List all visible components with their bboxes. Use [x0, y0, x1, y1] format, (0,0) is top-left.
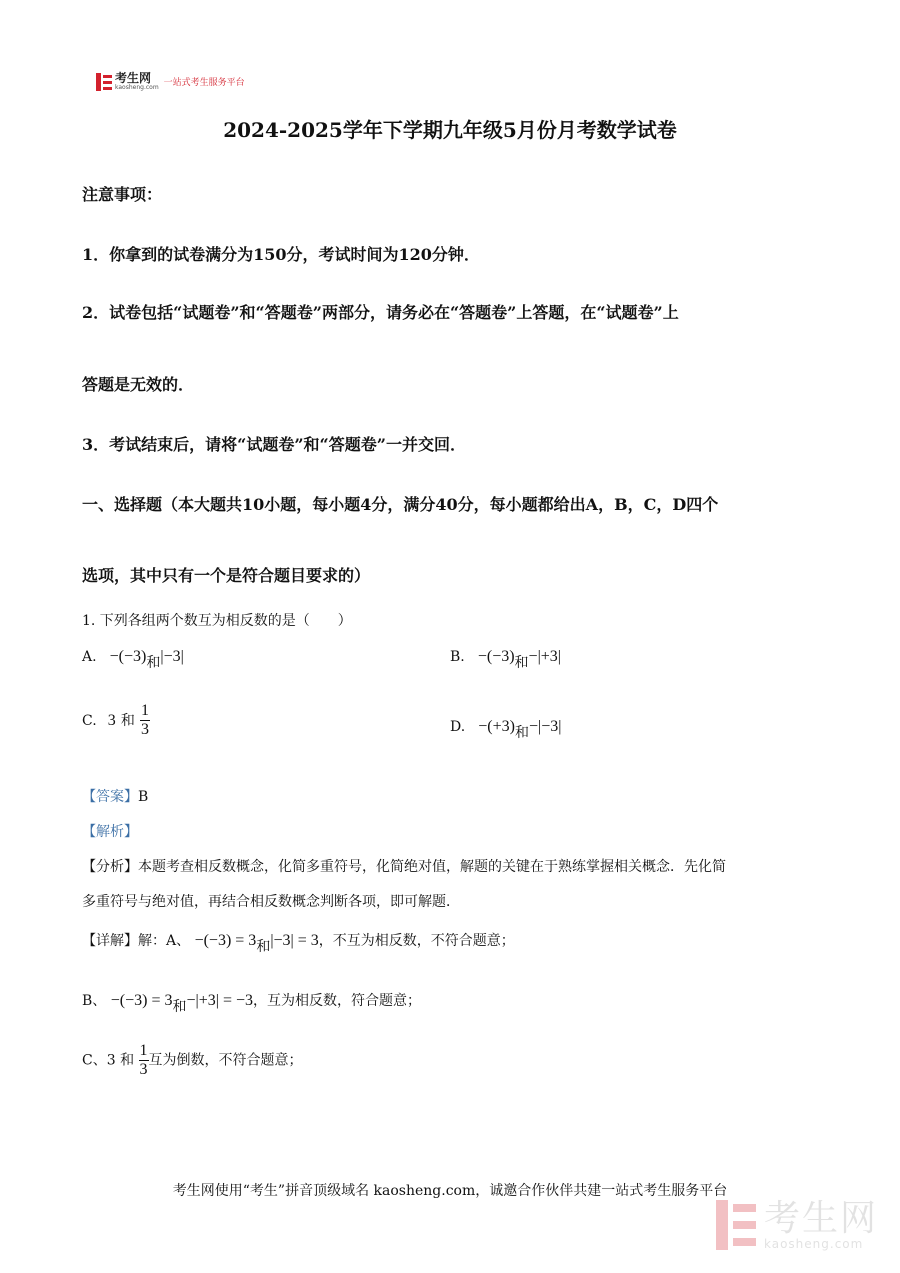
detail-a-math-1: −(−3) = 3	[194, 932, 257, 949]
header-logo	[96, 72, 245, 91]
detail-c-post: 互为倒数，不符合题意；	[148, 1052, 303, 1069]
watermark-logo-icon	[716, 1200, 756, 1250]
detail-c-fraction	[139, 1042, 149, 1079]
option-a-he: 和	[146, 655, 161, 671]
watermark-name: 考生网	[764, 1198, 879, 1239]
option-c-numerator: 1	[140, 702, 149, 719]
section-1-heading-cont: 选项，其中只有一个是符合题目要求的）	[82, 566, 371, 585]
fenxi-line-1	[82, 856, 726, 876]
option-d-he: 和	[514, 725, 529, 741]
detail-b-math-2: −|+3| = −3	[186, 992, 253, 1009]
exam-title: 2024-2025学年下学期九年级5月份月考数学试卷	[223, 118, 677, 142]
detail-b	[82, 990, 421, 1015]
option-a-right-math: |−3|	[160, 648, 184, 665]
detail-b-pre: B、	[82, 993, 107, 1009]
analysis-tag: 【解析】	[82, 824, 138, 840]
answer-tag: 【答案】	[82, 789, 138, 805]
section-1-heading: 一、选择题（本大题共10小题，每小题4分，满分40分，每小题都给出A，B，C，D四个	[82, 495, 719, 514]
detail-c	[82, 1042, 303, 1079]
detail-c-pre: C、3 和	[82, 1052, 135, 1069]
detail-a-post: ，不互为相反数，不符合题意；	[318, 933, 515, 949]
logo-name: 考生网	[115, 71, 152, 85]
option-a-left-math: −(−3)	[109, 648, 147, 665]
option-b-left-math: −(−3)	[477, 648, 515, 665]
watermark-text	[764, 1200, 878, 1250]
detail-c-numerator: 1	[139, 1042, 148, 1059]
detail-b-he: 和	[172, 999, 187, 1015]
fenxi-tag: 【分析】	[82, 859, 138, 875]
question-1-stem: 1. 下列各组两个数互为相反数的是（ ）	[82, 613, 352, 629]
answer-value: B	[138, 789, 149, 805]
fenxi-text-1: 本题考查相反数概念，化简多重符号，化简绝对值，解题的关键在于熟练掌握相关概念．先化简	[138, 859, 726, 875]
option-b-he: 和	[514, 655, 529, 671]
logo-slogan: 一站式考生服务平台	[163, 78, 245, 88]
kaosheng-logo-icon	[96, 73, 112, 91]
logo-text	[115, 72, 159, 91]
option-c-he: 和	[120, 713, 135, 729]
notes-item-1: 1．你拿到的试卷满分为150分，考试时间为120分钟．	[82, 245, 480, 264]
option-c-label: C.	[82, 713, 97, 729]
option-b-right-math: −|+3|	[528, 648, 561, 665]
option-b-label: B.	[450, 649, 465, 665]
detail-b-post: ，互为相反数，符合题意；	[252, 993, 421, 1009]
watermark	[716, 1200, 878, 1250]
detail-a-he: 和	[256, 939, 271, 955]
option-c-pre: 3	[107, 712, 116, 729]
notes-item-2-cont: 答题是无效的．	[82, 375, 195, 394]
fenxi-line-2: 多重符号与绝对值，再结合相反数概念判断各项，即可解题．	[82, 894, 460, 910]
detail-c-denominator: 3	[139, 1061, 148, 1078]
detail-b-math-1: −(−3) = 3	[110, 992, 173, 1009]
notes-item-2: 2．试卷包括“试题卷”和“答题卷”两部分，请务必在“答题卷”上答题，在“试题卷”上	[82, 303, 679, 322]
option-c	[82, 702, 150, 739]
detail-a-math-2: |−3| = 3	[270, 932, 319, 949]
detail-tag: 【详解】	[82, 933, 138, 949]
option-d	[450, 716, 562, 741]
option-c-fraction	[140, 702, 150, 739]
option-a	[82, 646, 184, 671]
option-d-left-math: −(+3)	[478, 718, 515, 735]
watermark-domain: kaosheng.com	[764, 1237, 864, 1251]
page-footer: 考生网使用“考生”拼音顶级域名 kaosheng.com，诚邀合作伙伴共建一站式考生服务平台	[172, 1183, 728, 1199]
detail-a-pre: 解：A、	[138, 933, 191, 949]
logo-domain: kaosheng.com	[115, 84, 159, 91]
notes-item-3: 3．考试结束后，请将“试题卷”和“答题卷”一并交回．	[82, 435, 466, 454]
notes-heading: 注意事项：	[82, 185, 163, 204]
option-b	[450, 646, 561, 671]
option-c-denominator: 3	[140, 721, 149, 738]
detail-a	[82, 930, 515, 955]
option-a-label: A.	[82, 649, 97, 665]
answer-line	[82, 786, 148, 806]
option-d-right-math: −|−3|	[528, 718, 562, 735]
option-d-label: D.	[450, 719, 466, 735]
